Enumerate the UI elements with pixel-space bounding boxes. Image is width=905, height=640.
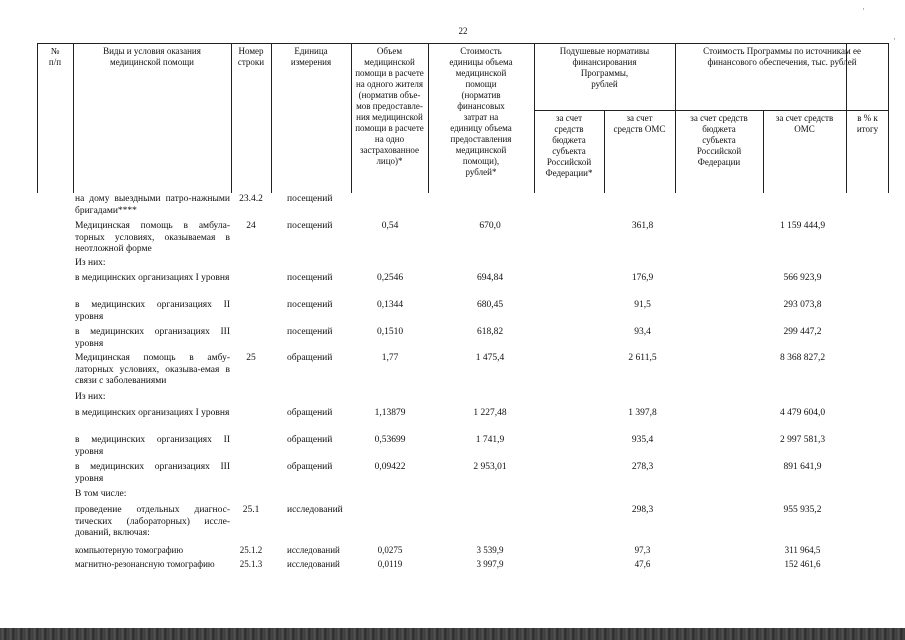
row-cost: 2 953,01: [473, 462, 507, 472]
header-program-cost: Стоимость Программы по источникам ее финансового обеспечения, тыс. рублей: [703, 46, 861, 67]
row-label: магнитно-резонансную томографию: [75, 559, 215, 569]
row-label: проведение отдельных диагнос-тических (лабораторных) иссле-дований, включая:: [75, 505, 230, 538]
row-cost: 3 539,9: [476, 545, 504, 555]
row-unit: посещений: [287, 194, 333, 204]
row-volume: 0,0119: [377, 559, 403, 569]
row-oms-total: 891 641,9: [783, 462, 822, 472]
row-unit: исследований: [287, 559, 340, 569]
row-oms-norm: 93,4: [634, 327, 651, 337]
row-unit: исследований: [287, 505, 343, 515]
row-cost: 618,82: [476, 327, 504, 337]
row-oms-total: 311 964,5: [784, 545, 821, 555]
row-oms-norm: 298,3: [631, 505, 654, 515]
row-cost: 1 741,9: [475, 435, 505, 445]
row-label: в медицинских организациях II уровня: [75, 300, 230, 322]
row-oms-norm: 2 611,5: [628, 353, 657, 363]
row-label: Медицинская помощь в амбу-латорных условиях, оказыва-емая в связи с заболеваниями: [75, 353, 230, 386]
row-volume: 0,1510: [376, 327, 404, 337]
row-label: в медицинских организациях I уровня: [75, 273, 230, 283]
row-unit: обращений: [287, 462, 333, 472]
row-number: 25.1.3: [239, 559, 263, 569]
row-oms-norm: 361,8: [631, 221, 654, 231]
row-oms-total: 293 073,8: [783, 300, 822, 310]
row-volume: 0,2546: [376, 273, 404, 283]
row-label: в медицинских организациях II уровня: [75, 435, 230, 457]
header-cost-oms: за счет средств ОМС: [775, 113, 834, 134]
row-number: 24: [246, 221, 256, 231]
row-oms-norm: 176,9: [631, 273, 654, 283]
header-number: № п/п: [48, 46, 62, 67]
row-number: 25.1: [242, 505, 260, 515]
row-oms-total: 299 447,2: [783, 327, 822, 337]
row-oms-norm: 91,5: [634, 300, 651, 310]
row-label: на дому выездными патро-нажными бригадами****: [75, 194, 230, 216]
header-volume: Объем медицинской помощи в расчете на одного жителя (норматив объе- мов предоставле- ния медицинской помощи в расчете на одно застрахованное лицо)*: [355, 46, 424, 166]
row-number: 23.4.2: [239, 194, 263, 204]
header-care-type: Виды и условия оказания медицинской помощи: [103, 46, 201, 67]
row-label: Медицинская помощь в амбула-торных условиях, оказываемая в неотложной форме: [75, 221, 230, 254]
row-unit: посещений: [287, 273, 333, 283]
row-oms-total: 4 479 604,0: [779, 408, 826, 418]
row-oms-total: 2 997 581,3: [779, 435, 826, 445]
row-cost: 694,84: [476, 273, 504, 283]
row-label: в медицинских организациях III уровня: [75, 462, 230, 484]
scan-edge: [0, 628, 905, 640]
header-cost-budget: за счет средств бюджета субъекта Российской Федерации: [690, 113, 748, 167]
row-unit: обращений: [287, 435, 333, 445]
row-label: Из них:: [75, 258, 106, 268]
row-volume: 0,54: [381, 221, 399, 231]
row-cost: 670,0: [479, 221, 501, 231]
row-cost: 1 227,48: [473, 408, 507, 418]
header-per-capita-budget: за счет средств бюджета субъекта Российской Федерации*: [545, 113, 593, 178]
scan-mark: ·: [862, 4, 865, 14]
row-oms-total: 566 923,9: [783, 273, 822, 283]
row-unit: обращений: [287, 353, 333, 363]
row-volume: 1,77: [381, 353, 399, 363]
row-label: Из них:: [75, 392, 106, 402]
row-oms-norm: 97,3: [634, 545, 651, 555]
table-header: [37, 43, 889, 193]
row-volume: 0,53699: [374, 435, 406, 445]
row-label: в медицинских организациях I уровня: [75, 408, 230, 418]
row-volume: 0,09422: [374, 462, 406, 472]
header-per-capita-oms: за счет средств ОМС: [613, 113, 666, 134]
header-per-capita: Подушевые нормативы финансирования Программы, рублей: [559, 46, 650, 89]
header-unit-cost: Стоимость единицы объема медицинской помощи (норматив финансовых затрат на единицу объема предоставления медицинской помощи), рублей*: [449, 46, 513, 177]
header-row-number: Номер строки: [237, 46, 265, 67]
row-cost: 3 997,9: [476, 559, 504, 569]
row-number: 25: [246, 353, 256, 363]
row-volume: 1,13879: [374, 408, 406, 418]
row-unit: посещений: [287, 300, 333, 310]
row-unit: посещений: [287, 221, 333, 231]
row-oms-total: 1 159 444,9: [779, 221, 826, 231]
scan-mark: ·: [893, 34, 896, 44]
row-oms-norm: 47,6: [634, 559, 651, 569]
header-cost-percent: в % к итогу: [856, 113, 879, 134]
row-label: В том числе:: [75, 489, 127, 499]
row-unit: посещений: [287, 327, 333, 337]
row-oms-total: 152 461,6: [784, 559, 821, 569]
row-unit: обращений: [287, 408, 333, 418]
row-oms-norm: 1 397,8: [628, 408, 657, 418]
row-volume: 0,0275: [377, 545, 403, 555]
row-cost: 680,45: [476, 300, 504, 310]
row-label: в медицинских организациях III уровня: [75, 327, 230, 349]
row-oms-total: 8 368 827,2: [779, 353, 826, 363]
row-unit: исследований: [287, 545, 340, 555]
row-volume: 0,1344: [376, 300, 404, 310]
row-oms-norm: 935,4: [631, 435, 654, 445]
row-oms-total: 955 935,2: [783, 505, 822, 515]
row-number: 25.1.2: [239, 545, 263, 555]
page-number: 22: [458, 26, 468, 36]
row-label: компьютерную томографию: [75, 545, 184, 555]
row-oms-norm: 278,3: [631, 462, 654, 472]
header-unit: Единица измерения: [290, 46, 332, 67]
row-cost: 1 475,4: [475, 353, 505, 363]
